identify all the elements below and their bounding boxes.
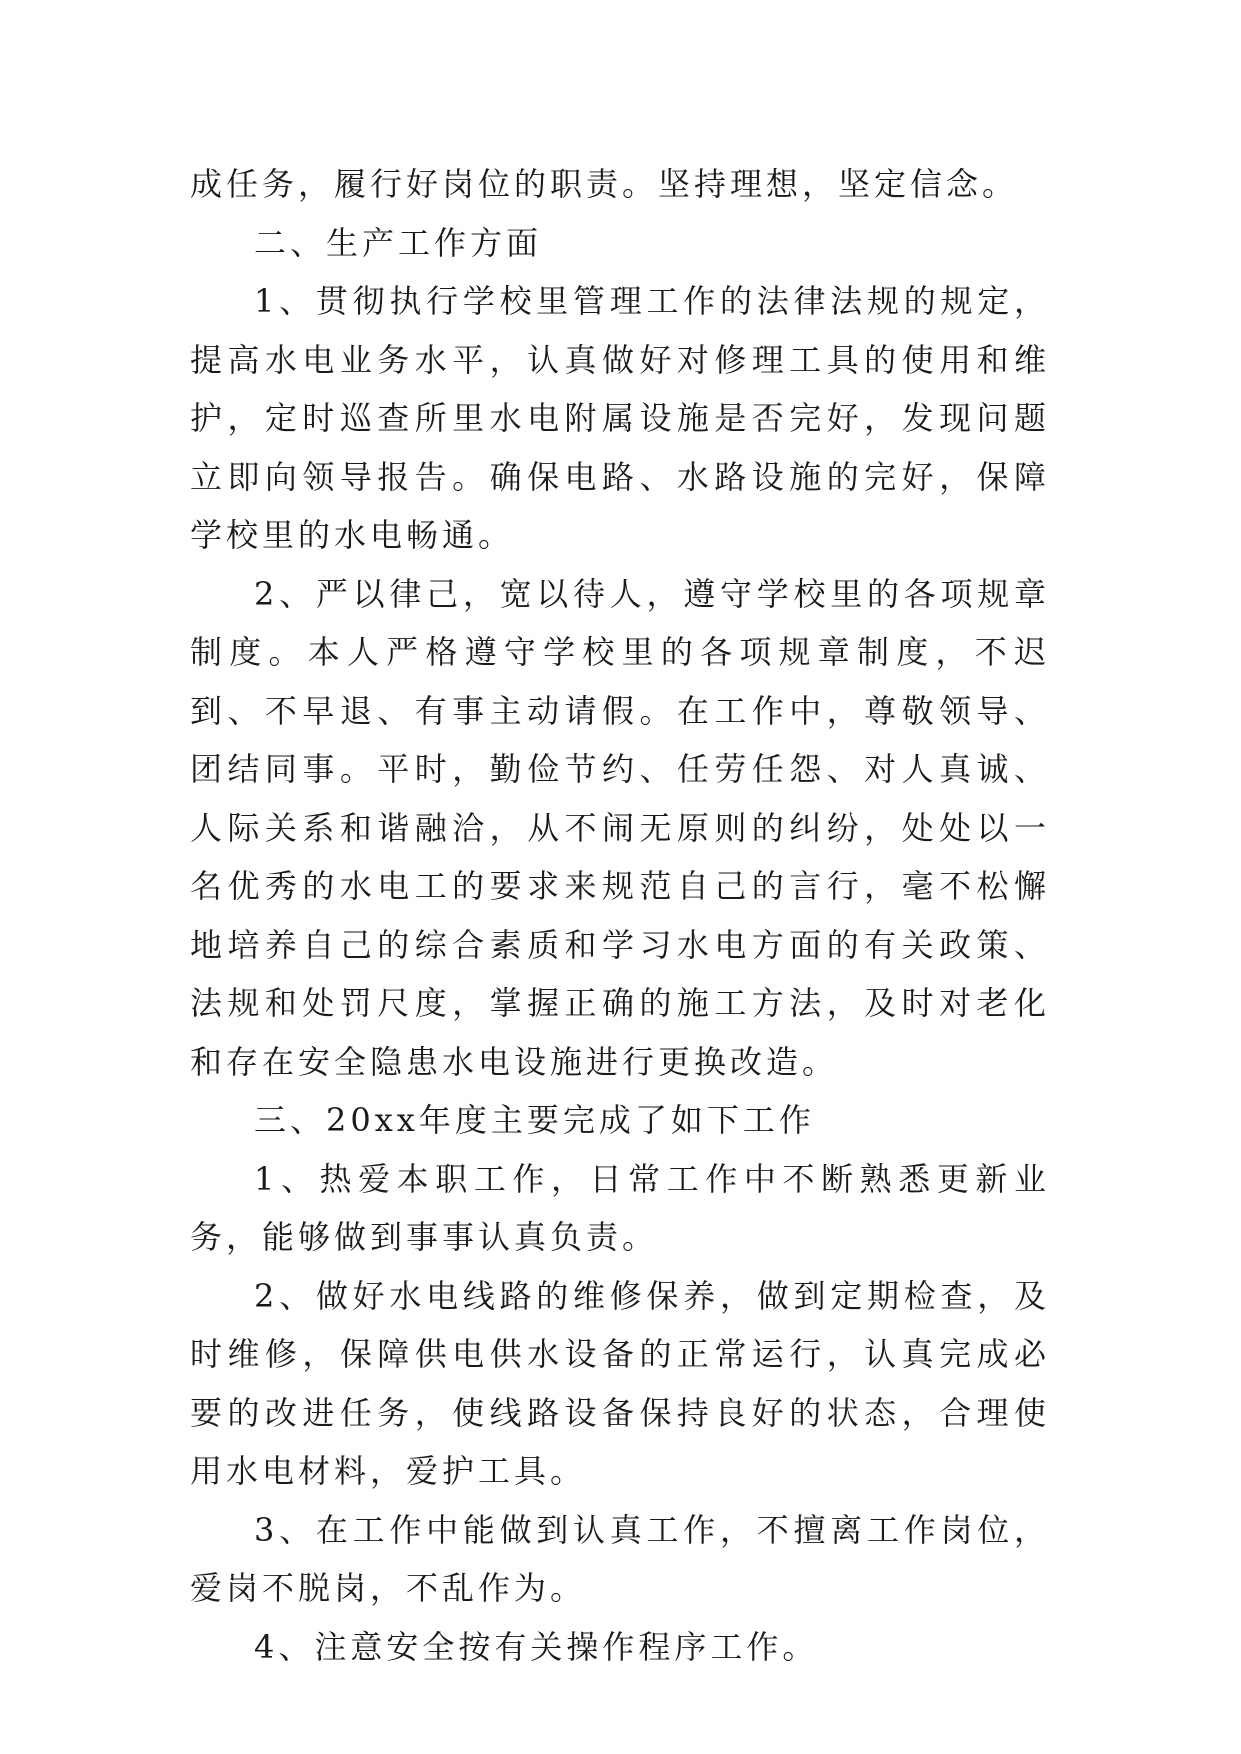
- paragraph-annual-3: 3、在工作中能做到认真工作，不擅离工作岗位，爱岗不脱岗，不乱作为。: [190, 1510, 1050, 1607]
- paragraph-annual-1: 1、热爱本职工作，日常工作中不断熟悉更新业务，能够做到事事认真负责。: [190, 1159, 1050, 1256]
- paragraph-annual-4: 4、注意安全按有关操作程序工作。: [254, 1627, 819, 1666]
- section-heading-production: 二、生产工作方面: [254, 223, 543, 262]
- section-heading-annual-work: 三、20xx年度主要完成了如下工作: [254, 1101, 815, 1139]
- paragraph-annual-2: 2、做好水电线路的维修保养，做到定期检查，及时维修，保障供电供水设备的正常运行，认真完成必要的改进任务，使线路设备保持良好的状态，合理使用水电材料，爱护工具。: [190, 1276, 1050, 1490]
- document-body: [190, 155, 1050, 1676]
- paragraph-continuation: 成任务，履行好岗位的职责。坚持理想，坚定信念。: [190, 165, 1019, 203]
- paragraph-production-1: 1、贯彻执行学校里管理工作的法律法规的规定，提高水电业务水平，认真做好对修理工具的使用和维护，定时巡查所里水电附属设施是否完好，发现问题立即向领导报告。确保电路、水路设施的完好，保障学校里的水电畅通。: [190, 282, 1050, 554]
- paragraph-production-2: 2、严以律己，宽以待人，遵守学校里的各项规章制度。本人严格遵守学校里的各项规章制度，不迟到、不早退、有事主动请假。在工作中，尊敬领导、团结同事。平时，勤俭节约、任劳任怨、对人真诚、人际关系和谐融洽，从不闹无原则的纠纷，处处以一名优秀的水电工的要求来规范自己的言行，毫不松懈地培养自己的综合素质和学习水电方面的有关政策、法规和处罚尺度，掌握正确的施工方法，及时对老化和存在安全隐患水电设施进行更换改造。: [190, 574, 1050, 1081]
